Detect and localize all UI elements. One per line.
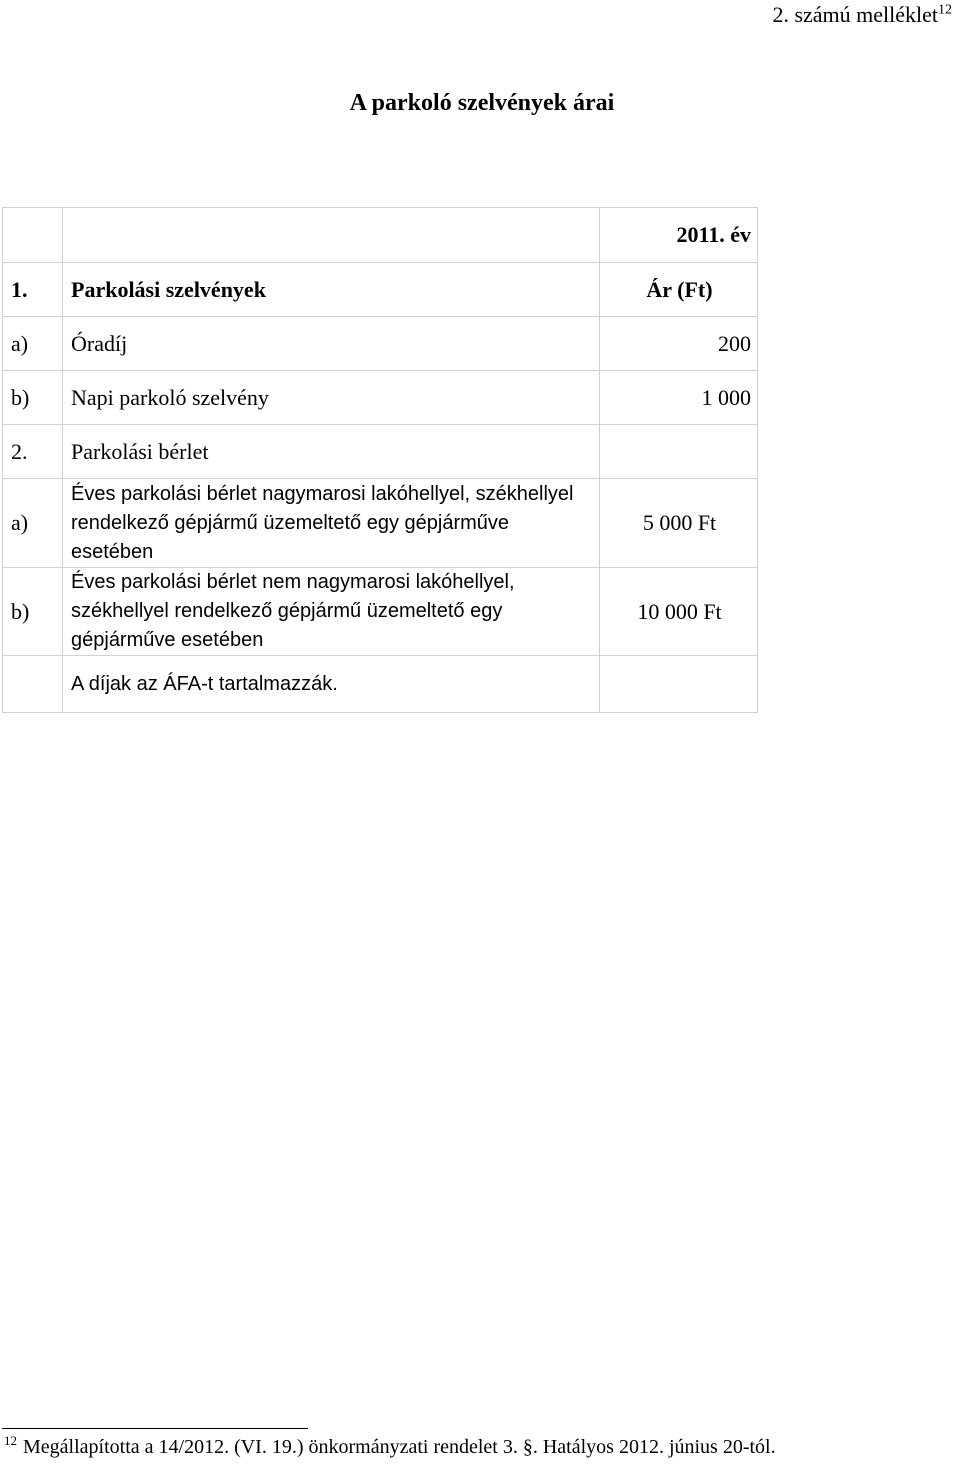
table-row — [3, 479, 758, 568]
table-row-note — [3, 656, 758, 713]
table-row — [3, 317, 758, 371]
annex-text: 2. számú melléklet — [772, 2, 938, 27]
footnote-text: Megállapította a 14/2012. (VI. 19.) önkormányzati rendelet 3. §. Hatályos 2012. június 20-tól. — [23, 1436, 776, 1458]
section-title: Parkolási bérlet — [63, 425, 600, 479]
row-letter: a) — [3, 317, 63, 371]
row-description: Óradíj — [63, 317, 600, 371]
price-table — [2, 207, 758, 713]
section-title: Parkolási szelvények — [63, 263, 600, 317]
section-number: 2. — [3, 425, 63, 479]
price-header: Ár (Ft) — [600, 263, 758, 317]
row-description: Éves parkolási bérlet nem nagymarosi lakóhellyel, székhellyel rendelkező gépjármű üzemeltető egy gépjárműve esetében — [63, 568, 600, 656]
page-title: A parkoló szelvények árai — [349, 90, 615, 116]
row-price: 200 — [600, 317, 758, 371]
row-price: 1 000 — [600, 371, 758, 425]
annex-label — [772, 2, 952, 28]
row-letter: a) — [3, 479, 63, 568]
row-price: 5 000 Ft — [600, 479, 758, 568]
row-letter: b) — [3, 371, 63, 425]
vat-note: A díjak az ÁFA-t tartalmazzák. — [63, 656, 600, 713]
table-row-section1 — [3, 263, 758, 317]
table-cell-empty — [63, 208, 600, 263]
footnote — [4, 1433, 776, 1459]
table-cell-empty — [600, 656, 758, 713]
row-price: 10 000 Ft — [600, 568, 758, 656]
table-cell-empty — [600, 425, 758, 479]
row-description: Napi parkoló szelvény — [63, 371, 600, 425]
table-cell-empty — [3, 656, 63, 713]
table-cell-empty — [3, 208, 63, 263]
table-row-year — [3, 208, 758, 263]
row-letter: b) — [3, 568, 63, 656]
year-header: 2011. év — [600, 208, 758, 263]
footnote-divider — [2, 1428, 308, 1429]
annex-footnote-mark: 12 — [938, 2, 952, 18]
table-row — [3, 371, 758, 425]
row-description: Éves parkolási bérlet nagymarosi lakóhellyel, székhellyel rendelkező gépjármű üzemeltető egy gépjárműve esetében — [63, 479, 600, 568]
footnote-mark: 12 — [4, 1433, 17, 1449]
table-row-section2 — [3, 425, 758, 479]
section-number: 1. — [3, 263, 63, 317]
table-row — [3, 568, 758, 656]
